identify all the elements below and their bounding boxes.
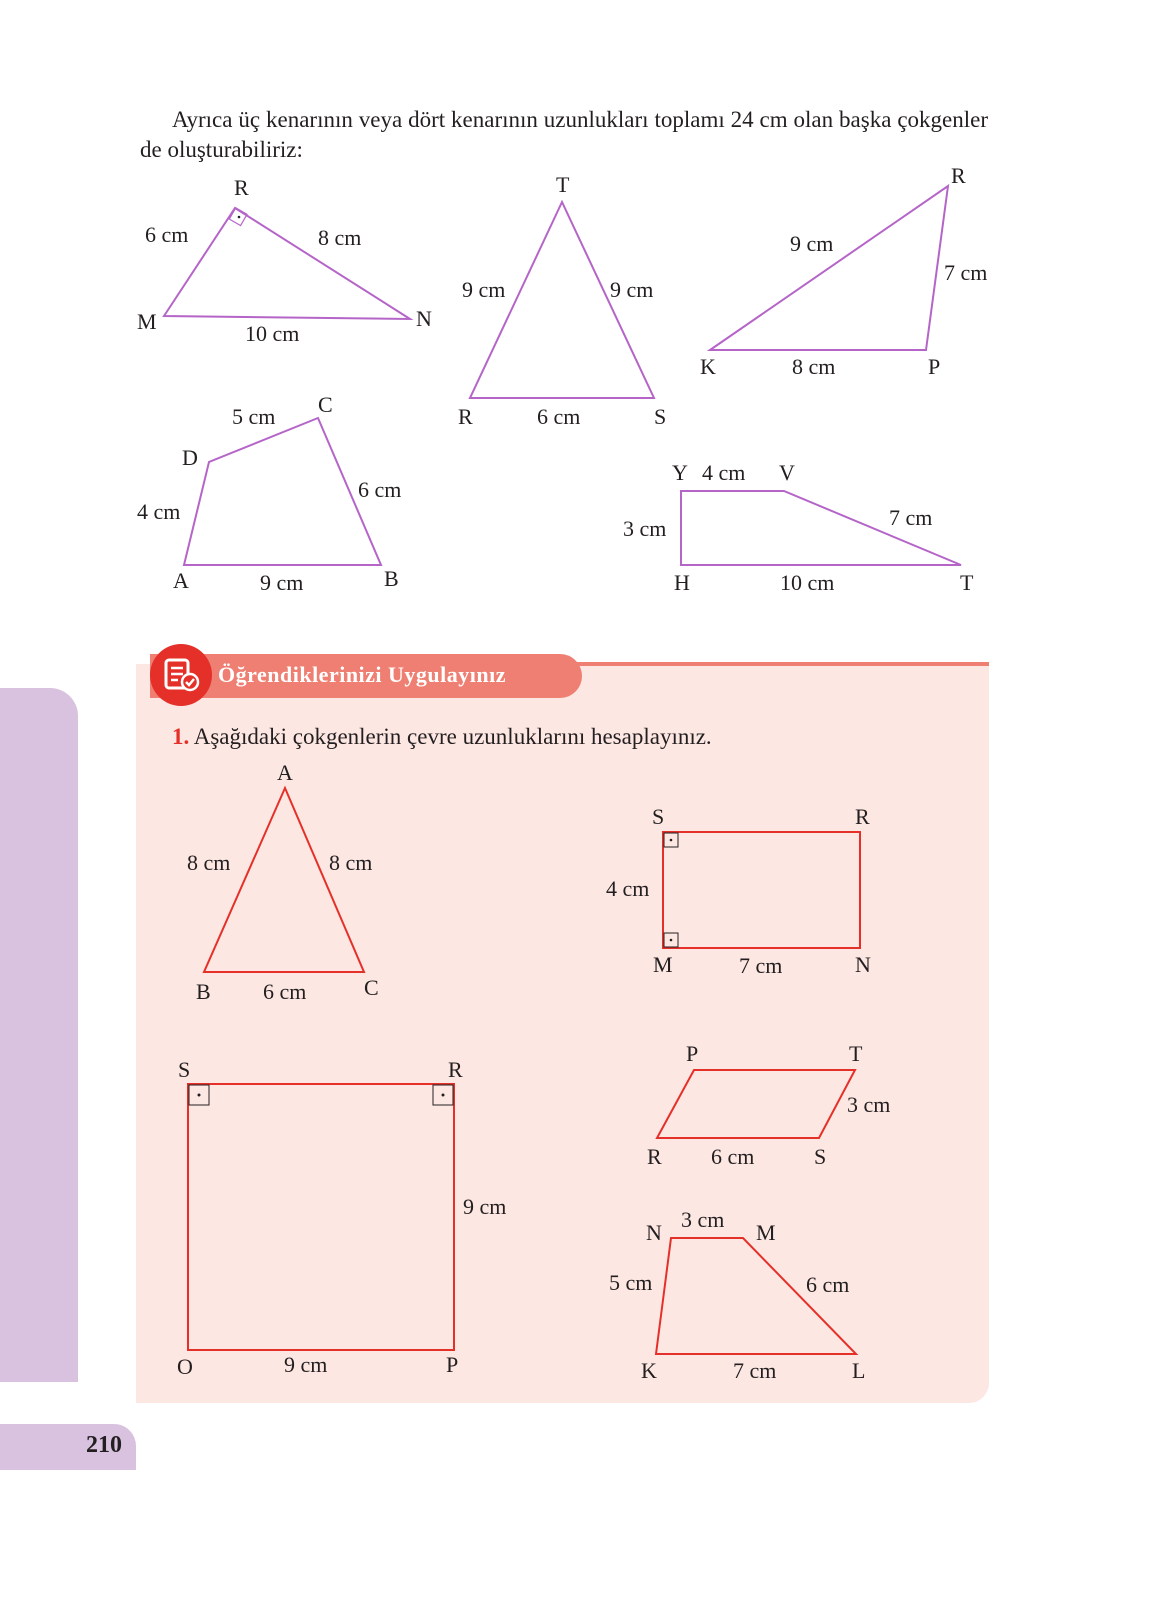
vertex-label: N [646,1220,662,1245]
right-angle-dot [198,1094,201,1097]
side-label: 3 cm [847,1092,891,1117]
exercise-parallelogram-ptsr [647,1041,890,1169]
vertex-label: M [137,309,157,334]
side-label: 9 cm [610,277,654,302]
vertex-label: S [814,1144,827,1169]
side-label: 6 cm [145,222,189,247]
side-label: 8 cm [792,354,836,379]
vertex-label: K [641,1358,657,1383]
side-label: 7 cm [739,953,783,978]
vertex-label: P [446,1352,459,1377]
vertex-label: P [928,354,941,379]
vertex-label: R [448,1057,463,1082]
side-label: 4 cm [606,876,650,901]
square-srop-shape [188,1084,454,1350]
right-angle-dot [442,1094,445,1097]
vertex-label: B [196,979,211,1004]
vertex-label: C [364,975,379,1000]
page-number: 210 [86,1432,122,1458]
side-label: 6 cm [263,979,307,1004]
vertex-label: S [654,404,667,429]
vertex-label: T [556,172,570,197]
exercise-triangle-abc [187,760,379,1004]
vertex-label: B [384,566,399,591]
vertex-label: R [951,163,966,188]
vertex-label: O [177,1354,193,1379]
side-label: 3 cm [623,516,667,541]
parallelogram-ptsr-shape [657,1070,855,1138]
side-label: 10 cm [780,570,835,595]
side-label: 6 cm [358,477,402,502]
vertex-label: C [318,392,333,417]
side-label: 6 cm [806,1272,850,1297]
vertex-label: R [855,804,870,829]
vertex-label: M [756,1220,776,1245]
exercise-trapezoid-nmlk [609,1207,865,1383]
vertex-label: H [674,570,690,595]
side-label: 10 cm [245,321,300,346]
vertex-label: R [234,175,249,200]
side-label: 8 cm [187,850,231,875]
vertex-label: S [178,1057,191,1082]
side-label: 9 cm [462,277,506,302]
side-label: 7 cm [889,505,933,530]
side-label: 9 cm [260,570,304,595]
vertex-label: N [855,952,871,977]
vertex-label: R [647,1144,662,1169]
intro-paragraph: Ayrıca üç kenarının veya dört kenarının uzunlukları toplamı 24 cm olan başka çokgenler de oluşturabiliriz: [140,107,988,162]
rectangle-srnm-shape [663,832,860,948]
question-text: Aşağıdaki çokgenlerin çevre uzunluklarını hesaplayınız. [193,724,712,749]
vertex-label: V [779,460,795,485]
right-angle-dot [670,939,673,942]
side-label: 9 cm [790,231,834,256]
vertex-label: D [182,445,198,470]
vertex-label: P [686,1041,699,1066]
side-label: 3 cm [681,1207,725,1232]
side-label: 8 cm [318,225,362,250]
right-angle-dot [670,839,673,842]
vertex-label: M [653,952,673,977]
vertex-label: N [416,306,432,331]
side-label: 5 cm [609,1270,653,1295]
side-label: 9 cm [284,1352,328,1377]
vertex-label: T [849,1041,863,1066]
exercise-square-srop [177,1057,506,1379]
vertex-label: L [852,1358,866,1383]
side-label: 6 cm [537,404,581,429]
question-number: 1. [172,724,190,749]
side-label: 7 cm [733,1358,777,1383]
vertex-label: A [277,760,293,785]
side-label: 5 cm [232,404,276,429]
side-label: 4 cm [137,499,181,524]
vertex-label: T [960,570,974,595]
triangle-abc-shape [204,788,364,972]
side-label: 4 cm [702,460,746,485]
side-label: 7 cm [944,260,988,285]
vertex-label: Y [672,460,688,485]
side-label: 8 cm [329,850,373,875]
exercise-rectangle-srnm [606,804,871,978]
vertex-label: S [652,804,665,829]
vertex-label: A [173,568,189,593]
vertex-label: K [700,354,716,379]
side-label: 6 cm [711,1144,755,1169]
side-label: 9 cm [463,1194,507,1219]
vertex-label: R [458,404,473,429]
exercise-title: Öğrendiklerinizi Uygulayınız [218,662,507,687]
